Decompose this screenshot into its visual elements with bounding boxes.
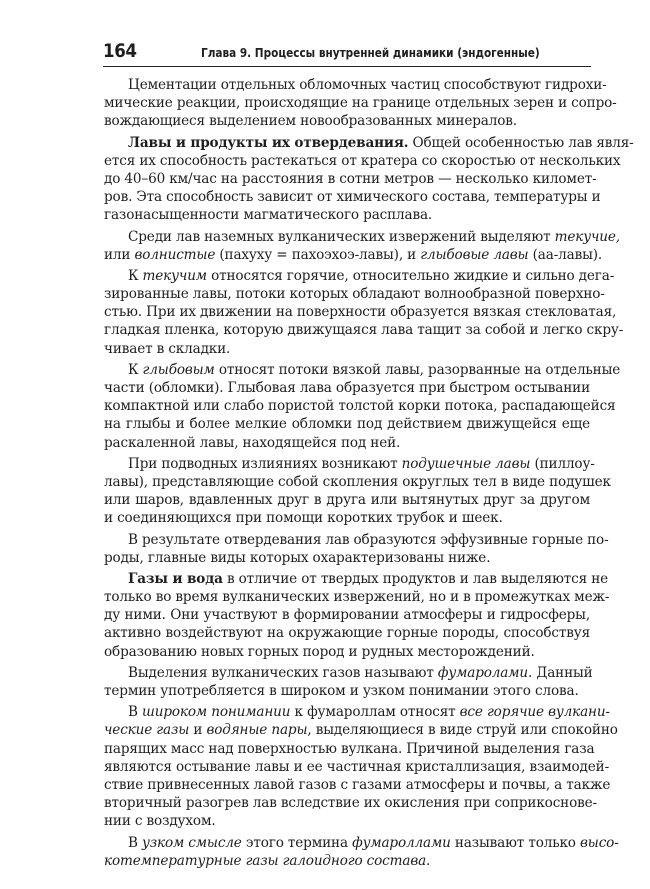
text-line bbox=[104, 170, 597, 188]
text-run: чивает в складки. bbox=[104, 340, 231, 357]
italic-term-run: высо- bbox=[580, 834, 619, 851]
text-line bbox=[104, 152, 621, 170]
italic-term-run: котемпературные газы галоидного состава. bbox=[104, 852, 431, 869]
text-line bbox=[104, 721, 618, 739]
text-run: газонасыщенности магматического расплава. bbox=[104, 207, 433, 224]
text-line bbox=[104, 321, 624, 339]
text-run: (пиллоу- bbox=[530, 455, 595, 472]
text-run: нии с воздухом. bbox=[104, 813, 216, 830]
italic-term-run: фумароллами bbox=[352, 834, 451, 851]
bold-heading-run: Лавы и продукты их отвердевания. bbox=[128, 134, 409, 151]
text-run: компактной или слабо пористой толстой корки потока, распадающейся bbox=[104, 398, 616, 415]
text-line bbox=[104, 588, 610, 606]
text-run: В результате отвердевания лав образуются эффузивные горные по- bbox=[128, 531, 609, 548]
text-run: этого термина bbox=[241, 834, 353, 851]
text-run: и соединяющихся при помощи коротких трубок и шеек. bbox=[104, 510, 503, 527]
text-line bbox=[104, 361, 621, 379]
text-run: лавы), представляющие собой скопления округлых тел в виде подушек bbox=[104, 473, 611, 490]
text-run: Среди лав наземных вулканических извержений выделяют bbox=[128, 228, 555, 245]
text-line bbox=[104, 415, 590, 433]
text-line bbox=[104, 473, 611, 491]
text-run: термин употребляется в широком и узком понимании этого слова. bbox=[104, 683, 579, 699]
italic-term-run: ческие газы bbox=[104, 722, 190, 739]
text-line bbox=[104, 434, 590, 452]
text-run: (пахуху = пахоэхоэ-лавы), и bbox=[215, 246, 421, 263]
text-line bbox=[104, 703, 610, 721]
text-line bbox=[104, 267, 615, 285]
paragraph-p7 bbox=[104, 531, 609, 567]
italic-term-run: подушечные лавы bbox=[401, 455, 531, 472]
text-run: мические реакции, происходящие на границе отдельных зерен и сопро- bbox=[104, 95, 617, 112]
text-line bbox=[104, 340, 590, 358]
text-line bbox=[104, 397, 616, 415]
text-run: Выделения вулканических газов называют bbox=[128, 664, 438, 681]
text-run: ров. Эта способность зависит от химического состава, температуры и bbox=[104, 189, 601, 206]
paragraph-p9 bbox=[104, 664, 593, 700]
italic-term-run: узком смысле bbox=[142, 834, 242, 851]
bold-heading-run: Газы и вода bbox=[128, 570, 223, 587]
text-run: парящих масс над поверхностью вулкана. Причиной выделения газа bbox=[104, 740, 595, 757]
text-run: ду ними. Они участвуют в формировании атмосферы и гидросферы, bbox=[104, 607, 590, 624]
text-run: При подводных излияниях возникают bbox=[128, 455, 402, 472]
text-run: К bbox=[128, 361, 143, 378]
text-line bbox=[104, 379, 590, 397]
italic-term-run: широком понимании bbox=[142, 704, 291, 721]
body-text bbox=[104, 76, 634, 870]
text-line bbox=[104, 740, 595, 758]
text-run: Данный bbox=[532, 664, 593, 681]
text-run: являются остывание лавы и ее частичная кристаллизация, взаимодей- bbox=[104, 758, 610, 775]
text-line bbox=[104, 758, 610, 776]
text-run: на глыбы и более мелкие обломки под действием движущейся еще bbox=[104, 416, 590, 433]
text-line bbox=[104, 606, 590, 624]
paragraph-p5 bbox=[104, 361, 621, 452]
text-run: вторичный разогрев лав вследствие их окисления при соприкоснове- bbox=[104, 795, 597, 812]
paragraph-p10 bbox=[104, 703, 618, 830]
text-line bbox=[104, 491, 590, 509]
text-run: образованию новых горных пород и рудных месторождений. bbox=[104, 643, 535, 660]
italic-term-run: фумаролами. bbox=[437, 664, 533, 681]
text-line bbox=[104, 776, 611, 794]
text-run: части (обломки). Глыбовая лава образуется при быстром остывании bbox=[104, 380, 590, 396]
paragraph-p8 bbox=[104, 570, 610, 661]
text-line bbox=[104, 134, 634, 152]
text-run: и bbox=[189, 722, 207, 739]
text-line bbox=[104, 852, 590, 870]
text-run: В bbox=[128, 834, 143, 851]
text-line bbox=[104, 549, 590, 567]
text-line bbox=[104, 76, 607, 94]
text-line bbox=[104, 624, 590, 642]
text-run: в отличие от твердых продуктов и лав выделяются не bbox=[222, 570, 609, 587]
text-run: активно воздействуют на окружающие горные породы, способствуя bbox=[104, 625, 590, 642]
text-line bbox=[104, 531, 609, 549]
text-run: к фумароллам относят bbox=[290, 704, 460, 721]
text-line bbox=[104, 112, 590, 130]
text-line bbox=[104, 206, 590, 224]
text-run: только во время вулканических извержений, но и в промежутках меж- bbox=[104, 589, 610, 606]
text-run: , выделяющиеся в виде струй или спокойно bbox=[307, 722, 618, 739]
italic-term-run: все горячие вулкани- bbox=[459, 704, 610, 721]
text-line bbox=[104, 285, 605, 303]
text-run: относятся горячие, относительно жидкие и сильно дега- bbox=[206, 267, 615, 284]
text-run: (аа-лавы). bbox=[528, 246, 603, 263]
text-line bbox=[104, 643, 590, 661]
paragraph-p11 bbox=[104, 834, 619, 870]
text-run: называют только bbox=[450, 834, 581, 851]
text-line bbox=[104, 94, 617, 112]
text-run: роды, главные виды которых охарактеризованы ниже. bbox=[104, 549, 491, 566]
text-run: ется их способность растекаться от кратера со скоростью от нескольких bbox=[104, 152, 621, 169]
header-rule bbox=[103, 66, 591, 67]
chapter-title: Глава 9. Процессы внутренней динамики (эндогенные) bbox=[201, 45, 540, 60]
text-line bbox=[104, 303, 617, 321]
text-run: или шаров, вдавленных друг в друга или вытянутых друг за другом bbox=[104, 492, 590, 509]
text-line bbox=[104, 682, 590, 700]
text-line bbox=[104, 509, 590, 527]
text-line bbox=[104, 794, 597, 812]
italic-term-run: глыбовые лавы bbox=[420, 246, 529, 263]
text-run: В bbox=[128, 704, 143, 721]
text-run: относят потоки вязкой лавы, разорванные на отдельные bbox=[214, 361, 621, 378]
text-line bbox=[104, 664, 593, 682]
running-header bbox=[103, 40, 591, 70]
text-run: до 40–60 км/час на расстояния в сотни метров — несколько километ- bbox=[104, 170, 597, 187]
italic-term-run: волнистые bbox=[134, 246, 216, 263]
page-number: 164 bbox=[103, 40, 137, 62]
text-run: стью. При их движении на поверхности образуется вязкая стекловатая, bbox=[104, 304, 617, 321]
text-run: ствие привнесенных лавой газов с газами атмосферы и почвы, а также bbox=[104, 776, 611, 793]
paragraph-p2 bbox=[104, 134, 634, 225]
paragraph-p6 bbox=[104, 455, 611, 528]
text-line bbox=[104, 812, 590, 830]
italic-term-run: текучие, bbox=[554, 228, 620, 245]
text-run: Цементации отдельных обломочных частиц способствуют гидрохи- bbox=[128, 77, 607, 93]
text-run: зированные лавы, потоки которых обладают волнообразной поверхно- bbox=[104, 286, 605, 303]
paragraph-p3 bbox=[104, 228, 620, 264]
italic-term-run: текучим bbox=[142, 267, 207, 284]
italic-term-run: глыбовым bbox=[142, 361, 215, 378]
text-run: К bbox=[128, 267, 143, 284]
text-run: раскаленной лавы, находящейся под ней. bbox=[104, 434, 401, 451]
paragraph-p1 bbox=[104, 76, 617, 131]
paragraph-p4 bbox=[104, 267, 624, 358]
italic-term-run: водяные пары bbox=[206, 722, 308, 739]
text-line bbox=[104, 228, 620, 246]
text-line bbox=[104, 188, 601, 206]
text-run: вождающиеся выделением новообразованных минералов. bbox=[104, 113, 517, 130]
text-line bbox=[104, 455, 595, 473]
text-run: гладкая пленка, которую движущаяся лава тащит за собой и легко скру- bbox=[104, 322, 624, 339]
text-line bbox=[104, 570, 609, 588]
text-line bbox=[104, 834, 619, 852]
text-run: или bbox=[104, 246, 135, 263]
text-line bbox=[104, 246, 603, 264]
text-run: Общей особенностью лав явля- bbox=[408, 134, 634, 151]
